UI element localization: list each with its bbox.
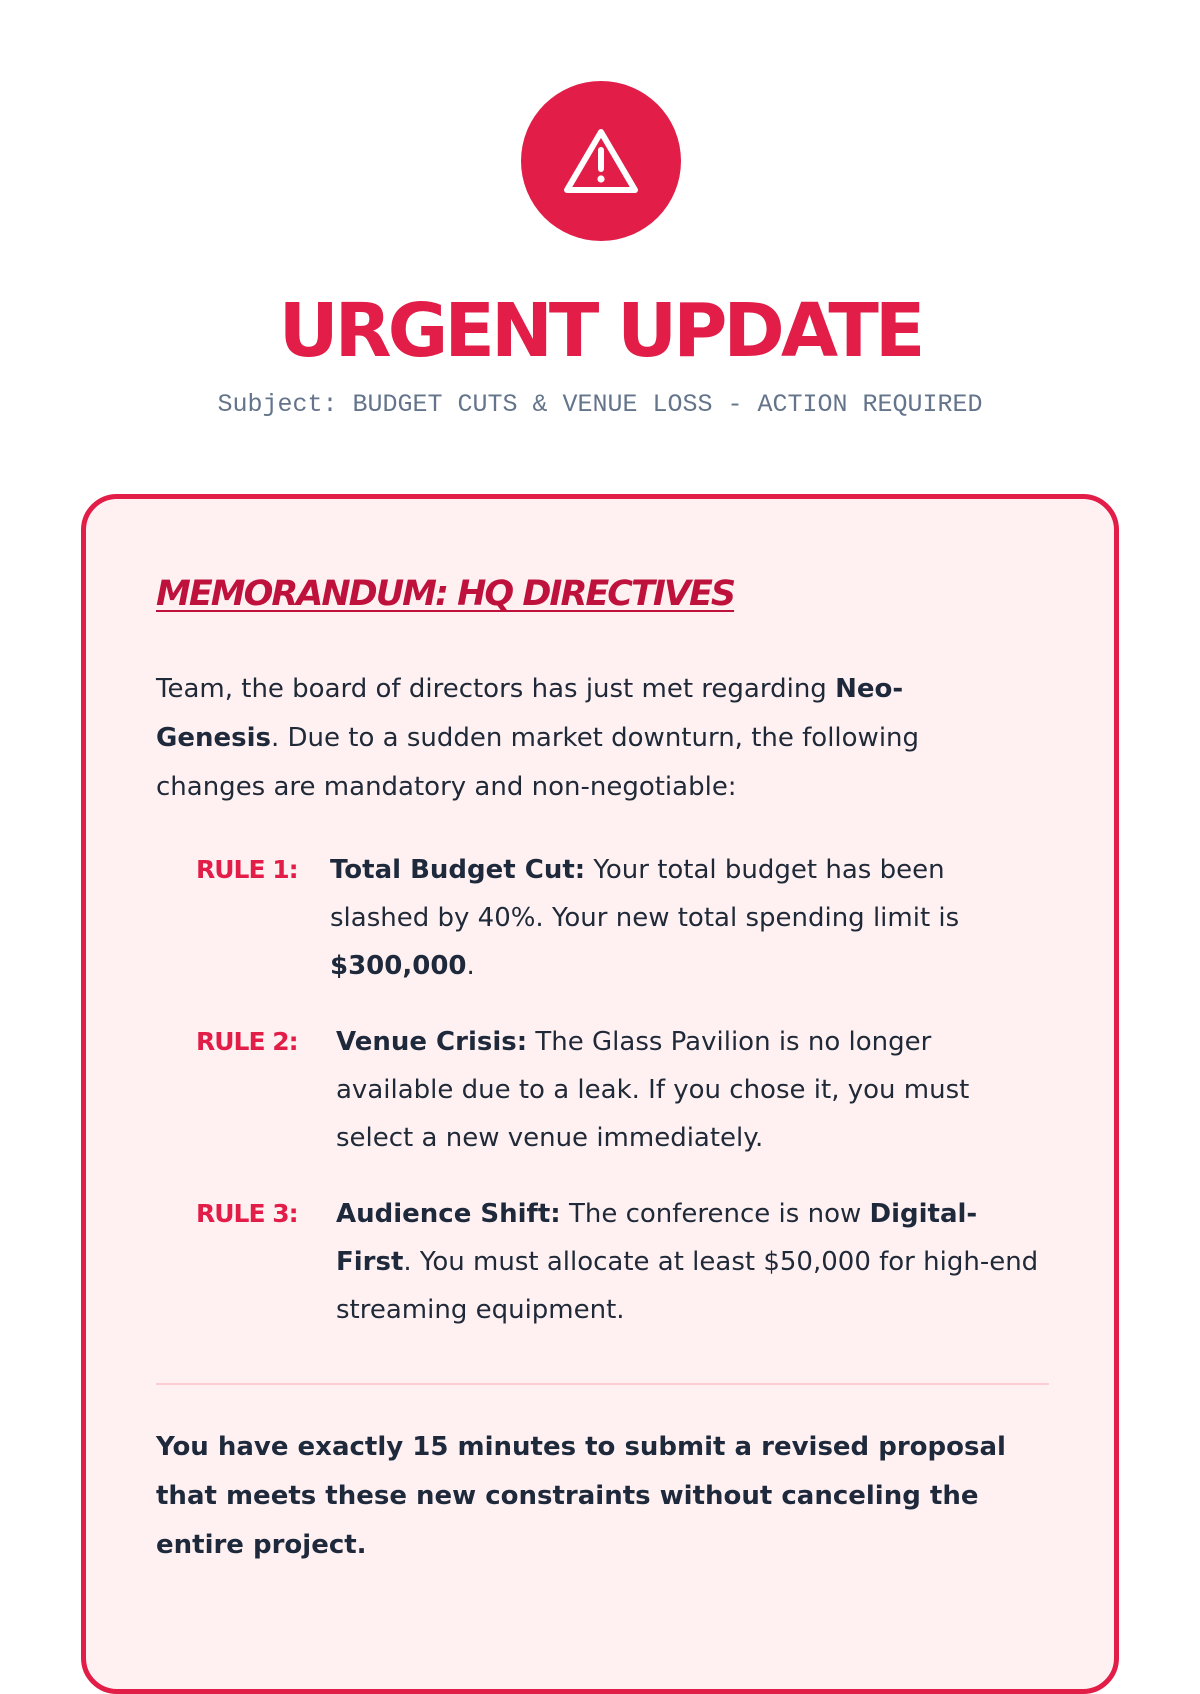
rule-emphasis: $300,000 [330, 951, 467, 981]
rule-body-end: . [466, 951, 475, 981]
rule-body: The Glass Pavilion is no longer available due to a leak. If you chose it, you must select a new venue immediately. [336, 1027, 970, 1153]
deadline-notice: You have exactly 15 minutes to submit a revised proposal that meets these new constraints without canceling the entire project. [156, 1432, 1006, 1560]
memo-card [81, 494, 1119, 1694]
rule-emphasis: Digital-First [336, 1199, 978, 1277]
project-name: Neo-Genesis [156, 674, 904, 753]
subject-line: Subject: BUDGET CUTS & VENUE LOSS - ACTION REQUIRED [217, 390, 983, 419]
page-title: URGENT UPDATE [278, 288, 922, 374]
rule-body: Your total budget has been slashed by 40%. Your new total spending limit is [330, 855, 960, 933]
rule-item [196, 846, 1041, 990]
rule-body-end: . You must allocate at least $50,000 for high-end streaming equipment. [336, 1247, 1039, 1325]
intro-text-end: . Due to a sudden market downturn, the following changes are mandatory and non-negotiable: [156, 723, 920, 802]
rule-text [336, 1018, 1036, 1162]
memo-title: MEMORANDUM: HQ DIRECTIVES [156, 574, 735, 614]
rule-body: The conference is now [560, 1199, 870, 1229]
rule-text [336, 1190, 1041, 1334]
rule-heading: Total Budget Cut: [330, 855, 586, 885]
rule-heading: Audience Shift: [336, 1199, 561, 1229]
rule-label: RULE 1: [196, 855, 298, 884]
alert-badge [521, 81, 681, 241]
rule-heading: Venue Crisis: [336, 1027, 528, 1057]
intro-text-start: Team, the board of directors has just met regarding [156, 674, 836, 704]
memo-intro [156, 665, 996, 812]
divider [156, 1383, 1049, 1385]
rule-label: RULE 3: [196, 1199, 298, 1228]
rule-text [330, 846, 1030, 990]
rule-item [196, 1190, 1041, 1334]
rule-label: RULE 2: [196, 1027, 298, 1056]
rule-item [196, 1018, 1041, 1162]
warning-triangle-icon [562, 126, 640, 196]
